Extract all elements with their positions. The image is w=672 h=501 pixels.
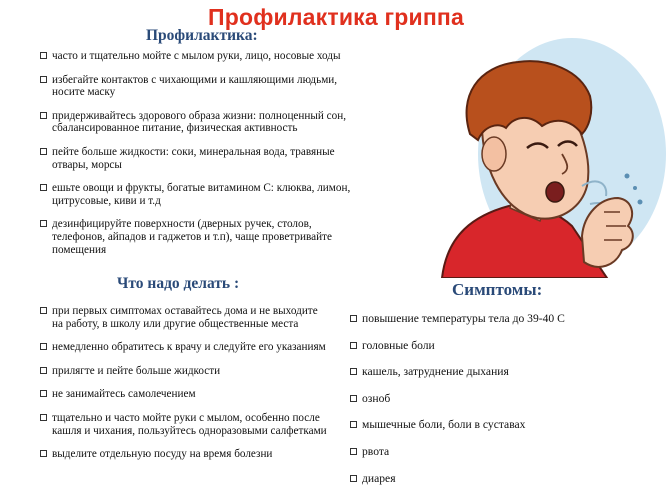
checkbox-bullet-icon xyxy=(40,184,47,191)
checkbox-bullet-icon xyxy=(40,307,47,314)
checkbox-bullet-icon xyxy=(40,390,47,397)
list-item: ешьте овощи и фрукты, богатые витамином С: клюква, лимон, цитрусовые, киви и т.д xyxy=(40,182,358,207)
checkbox-bullet-icon xyxy=(40,450,47,457)
checkbox-bullet-icon xyxy=(350,315,357,322)
checkbox-bullet-icon xyxy=(350,368,357,375)
checkbox-bullet-icon xyxy=(40,220,47,227)
prevention-list xyxy=(40,50,358,267)
checkbox-bullet-icon xyxy=(40,414,47,421)
list-item: тщательно и часто мойте руки с мылом, особенно после кашля и чихания, пользуйтесь одноразовыми салфетками xyxy=(40,412,330,437)
list-item: не занимайтесь самолечением xyxy=(40,388,330,401)
checkbox-bullet-icon xyxy=(350,342,357,349)
list-item: диарея xyxy=(350,473,660,486)
checkbox-bullet-icon xyxy=(40,112,47,119)
list-item: выделите отдельную посуду на время болезни xyxy=(40,448,330,461)
list-item: при первых симптомах оставайтесь дома и не выходите на работу, в школу или другие общественные места xyxy=(40,305,330,330)
checkbox-bullet-icon xyxy=(350,448,357,455)
checkbox-bullet-icon xyxy=(40,76,47,83)
checkbox-bullet-icon xyxy=(350,475,357,482)
list-item: озноб xyxy=(350,393,660,406)
checkbox-bullet-icon xyxy=(40,52,47,59)
symptoms-heading: Симптомы: xyxy=(452,280,543,299)
list-item: повышение температуры тела до 39-40 С xyxy=(350,313,660,326)
list-item: часто и тщательно мойте с мылом руки, лицо, носовые ходы xyxy=(40,50,358,63)
what-to-do-heading: Что надо делать : xyxy=(117,275,240,292)
coughing-boy-illustration xyxy=(422,36,666,278)
list-item: головные боли xyxy=(350,340,660,353)
list-item: мышечные боли, боли в суставах xyxy=(350,419,660,432)
checkbox-bullet-icon xyxy=(40,148,47,155)
what-to-do-list xyxy=(40,305,330,472)
checkbox-bullet-icon xyxy=(40,343,47,350)
checkbox-bullet-icon xyxy=(350,421,357,428)
list-item: рвота xyxy=(350,446,660,459)
list-item: дезинфицируйте поверхности (дверных ручек, столов, телефонов, айпадов и гаджетов и т.п), чаще проветривайте помещения xyxy=(40,218,358,256)
checkbox-bullet-icon xyxy=(40,367,47,374)
list-item: прилягте и пейте больше жидкости xyxy=(40,365,330,378)
list-item: пейте больше жидкости: соки, минеральная вода, травяные отвары, морсы xyxy=(40,146,358,171)
page-title: Профилактика гриппа xyxy=(207,4,465,30)
list-item: избегайте контактов с чихающими и кашляющими людьми, носите маску xyxy=(40,74,358,99)
list-item: кашель, затруднение дыхания xyxy=(350,366,660,379)
checkbox-bullet-icon xyxy=(350,395,357,402)
prevention-heading: Профилактика: xyxy=(146,27,258,44)
list-item: придерживайтесь здорового образа жизни: полноценный сон, сбалансированное питание, физическая активность xyxy=(40,110,358,135)
list-item: немедленно обратитесь к врачу и следуйте его указаниям xyxy=(40,341,330,354)
symptoms-list xyxy=(350,313,660,499)
